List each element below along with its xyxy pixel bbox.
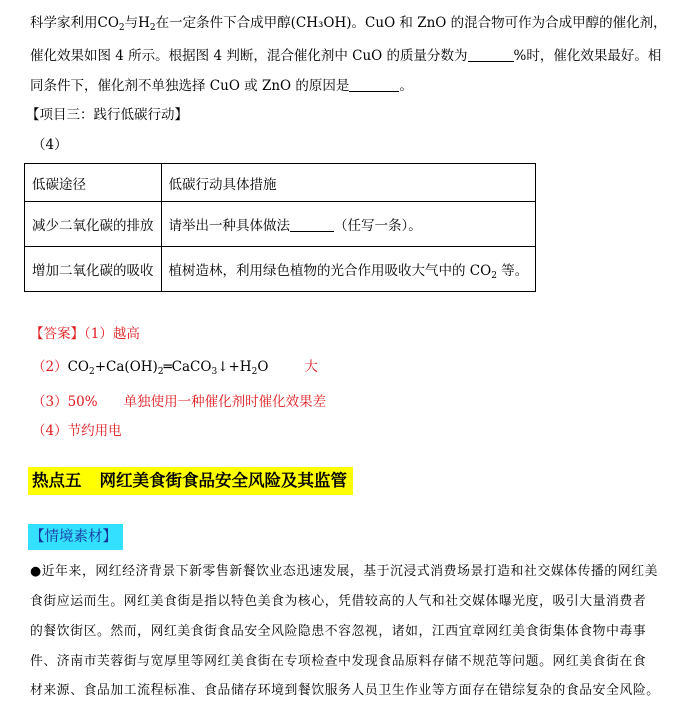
answer-blank: [349, 78, 399, 92]
answer-text: 大: [304, 359, 318, 375]
table-header-cell: 低碳途径: [25, 164, 162, 202]
table-cell: 减少二氧化碳的排放: [25, 202, 162, 247]
paragraph-line: 件、济南市芙蓉街与宽厚里等网红美食街在专项检查中发现食品原料存储不规范等问题。网红美食街在食: [30, 654, 647, 669]
answer-line-2: [32, 357, 318, 377]
answer-blank: [468, 48, 514, 62]
table-cell: 增加二氧化碳的吸收: [25, 247, 162, 292]
subscript: 2: [149, 23, 156, 33]
intro-text: 科学家利用CO: [30, 15, 119, 31]
chemical-equation: $CO_2+Ca(OH)_2═CaCO_3↓+H_2O$: [67, 359, 269, 377]
intro-text: 。: [399, 78, 413, 94]
answer-blank: [290, 218, 334, 232]
intro-line-1: [30, 13, 667, 33]
table-header-row: [25, 164, 536, 202]
hotspot-label: 热点五: [32, 471, 82, 490]
low-carbon-table: [24, 163, 536, 292]
paragraph-line: 食街应运而生。网红美食街是指以特色美食为核心，凭借较高的人气和社交媒体曝光度，吸引大量消费者: [30, 594, 647, 609]
intro-text: 同条件下，催化剂不单独选择 CuO 或 ZnO 的原因是: [30, 78, 350, 94]
answer-line-4: （4）节约用电: [32, 423, 122, 439]
cell-text: 等。: [496, 263, 529, 279]
answer-label: 【答案】: [30, 326, 84, 342]
answer-line-1: [30, 324, 140, 344]
answer-number: （3）50%: [32, 394, 98, 410]
paragraph-line: ●近年来，网红经济背景下新零售新餐饮业态迅速发展，基于沉浸式消费场景打造和社交媒体传播的网红美: [30, 564, 659, 579]
intro-text: 与H: [124, 15, 150, 31]
table-row: [25, 247, 536, 292]
intro-text: %时，催化效果最好。相: [513, 48, 662, 64]
table-cell: [161, 247, 536, 292]
context-tag: 【情境素材】: [28, 524, 123, 550]
intro-line-3: [30, 76, 413, 96]
paragraph-line: 的餐饮街区。然而，网红美食街食品安全风险隐患不容忽视，诸如，江西宜章网红美食街集体食物中毒事: [30, 624, 647, 639]
hotspot-heading: [28, 467, 353, 495]
table-row: [25, 202, 536, 247]
answer-line-3: [32, 392, 326, 412]
intro-line-2: [30, 46, 661, 66]
table-header-cell: 低碳行动具体措施: [161, 164, 536, 202]
cell-text: 请举出一种具体做法: [168, 218, 290, 234]
methanol-formula: (CH₃OH): [290, 15, 352, 31]
question-number: （4）: [32, 137, 68, 153]
intro-text: 在一定条件下合成甲醇: [155, 15, 291, 31]
intro-text: 催化效果如图 4 所示。根据图 4 判断，混合催化剂中 CuO 的质量分数为: [30, 48, 468, 64]
cell-text: （任写一条）。: [334, 218, 422, 234]
project-heading: 【项目三：践行低碳行动】: [26, 107, 188, 123]
table-cell: [161, 202, 536, 247]
answer-text: （1）越高: [84, 326, 140, 342]
cell-text: 植树造林，利用绿色植物的光合作用吸收大气中的 CO: [168, 263, 492, 279]
hotspot-title: 网红美食街食品安全风险及其监管: [99, 471, 347, 490]
paragraph-line: 材来源、食品加工流程标准、食品储存环境到餐饮服务人员卫生作业等方面存在错综复杂的食品安全风险。: [30, 683, 660, 698]
answer-text: 单独使用一种催化剂时催化效果差: [123, 394, 327, 410]
subscript: 2: [491, 271, 497, 281]
intro-text: 。CuO 和 ZnO 的混合物可作为合成甲醇的催化剂，: [351, 15, 667, 31]
subscript: 2: [118, 23, 125, 33]
answer-number: （2）: [32, 359, 68, 375]
